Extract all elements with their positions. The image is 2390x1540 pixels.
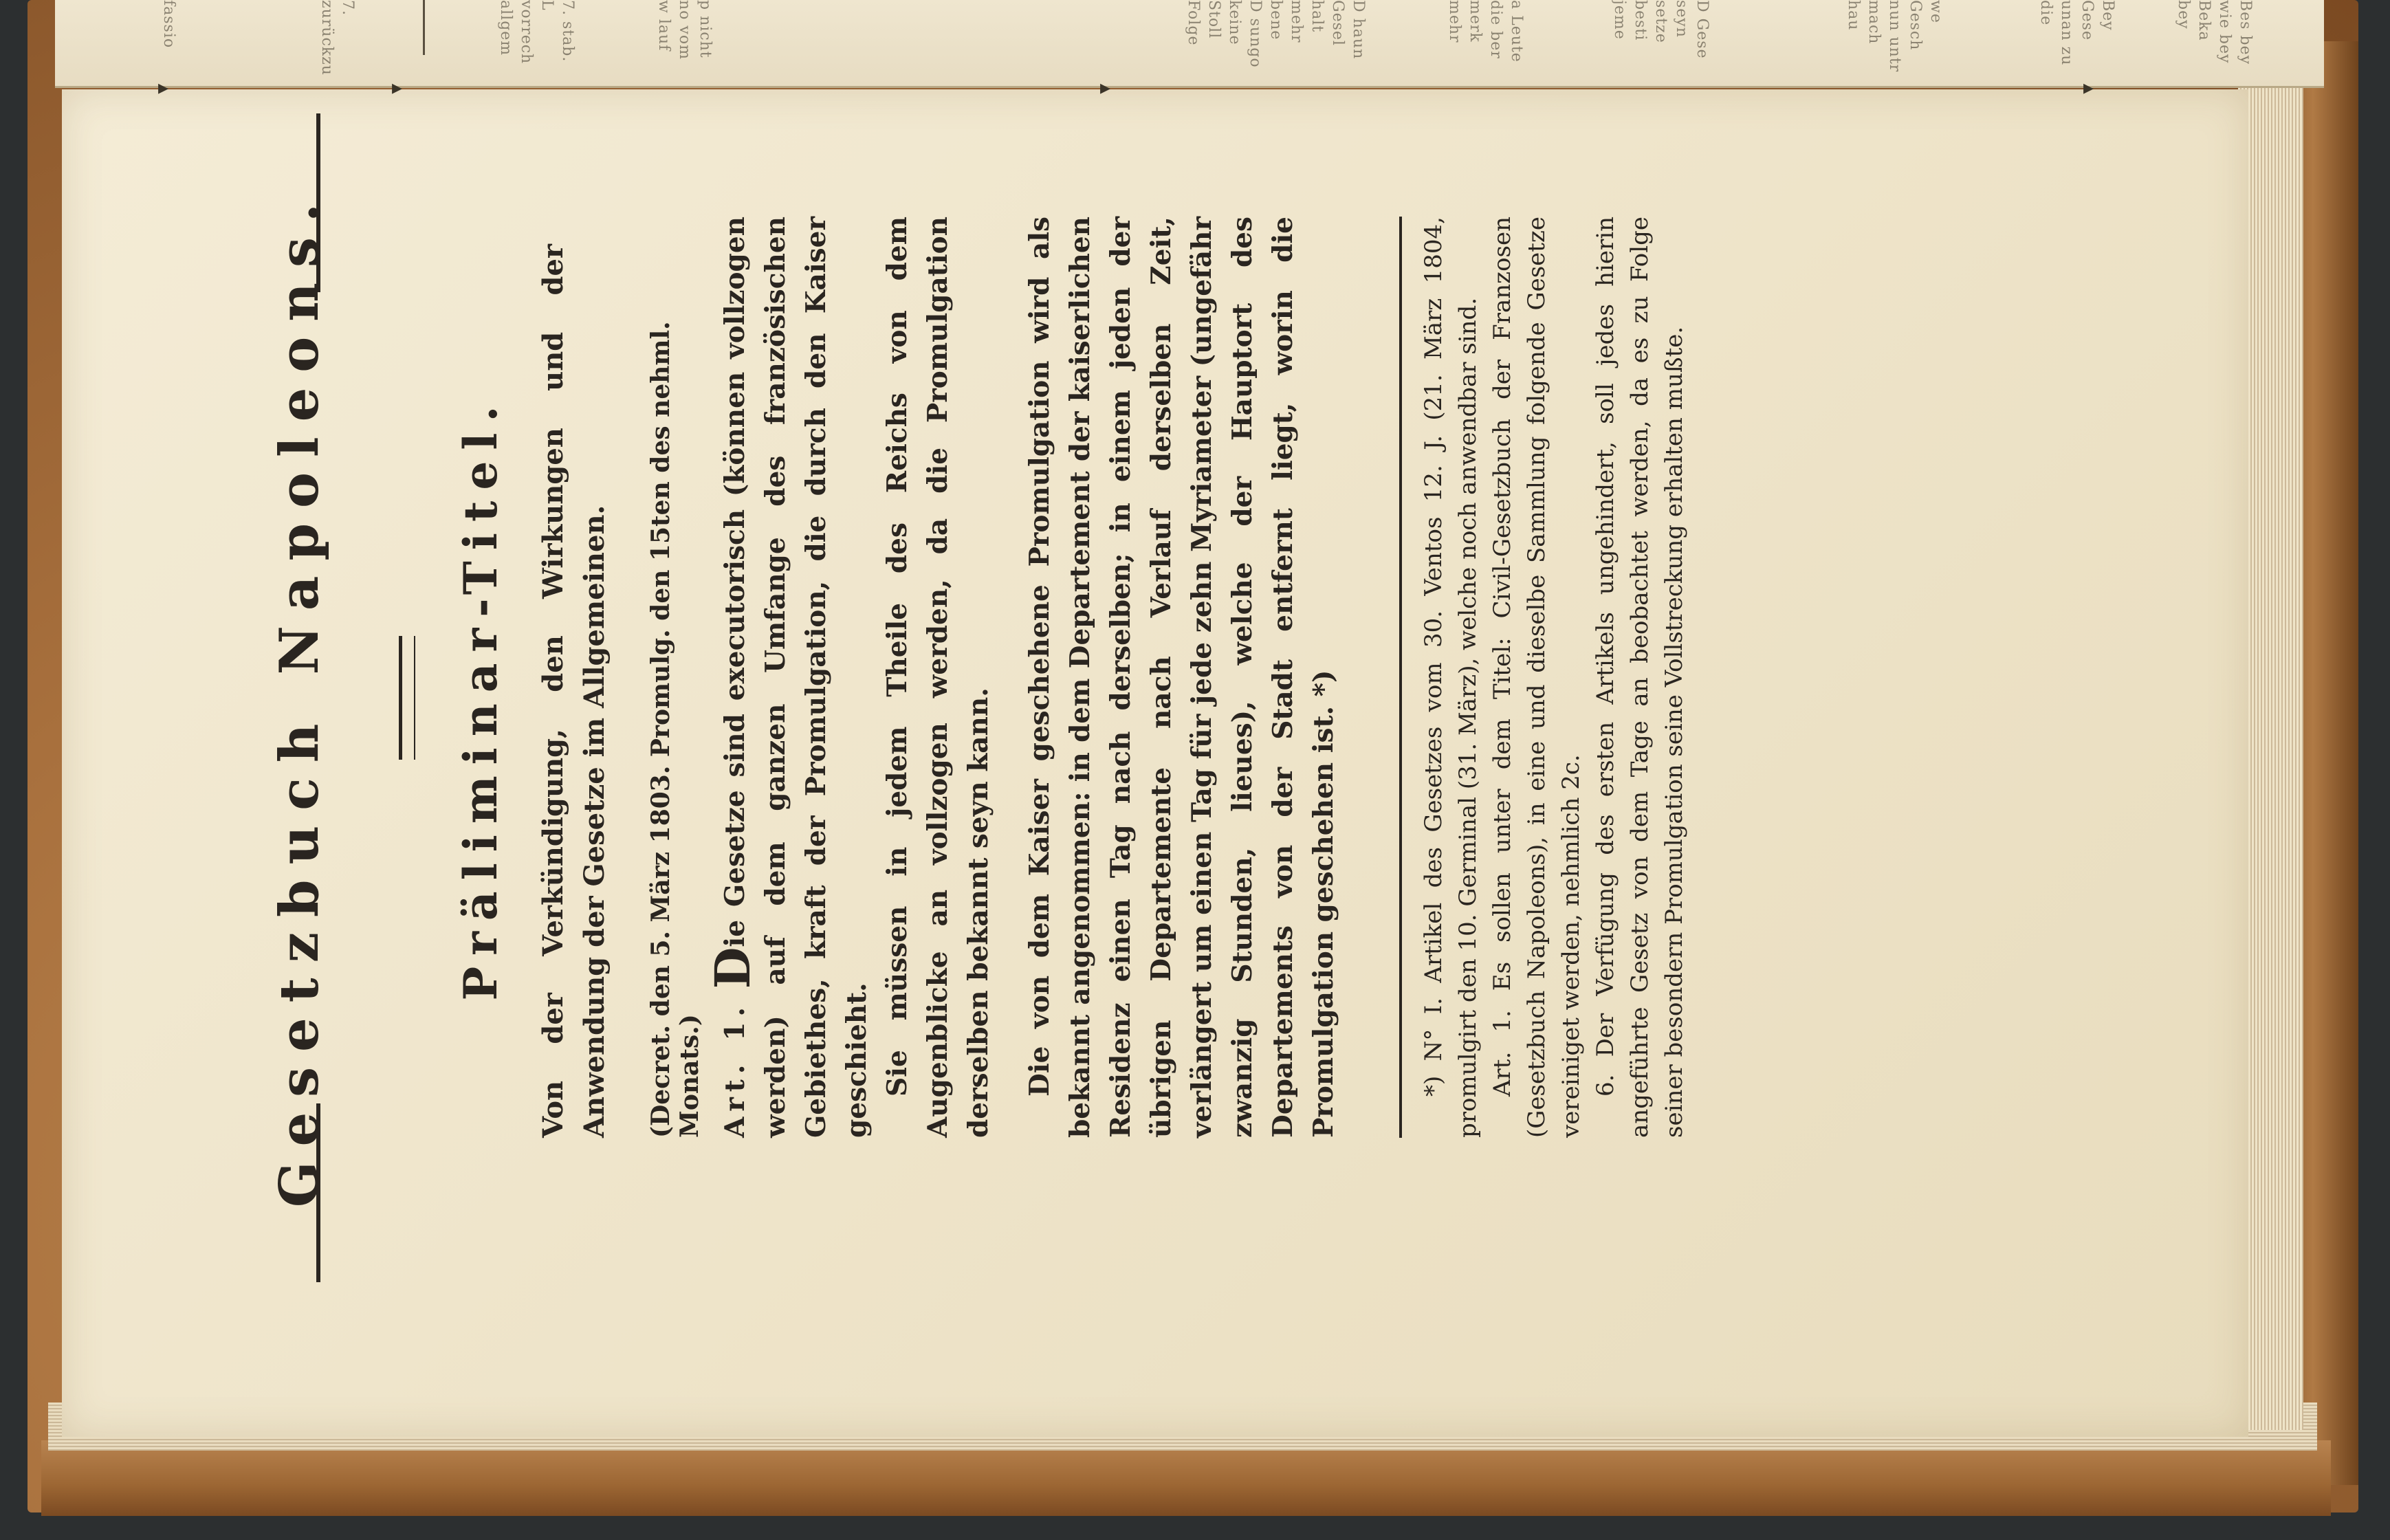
section-subtitle: Von der Verkündigung, den Wirkungen und der Anwendung der Gesetze im Allgemeinen. [537,244,611,1138]
footnote-paragraph: Art. 1. Es sollen unter dem Titel: Civil-Gesetzbuch der Franzosen (Gesetzbuch Napoleons), in eine und dieselbe Sammlung folgende Gesetze vereiniget werden, nehmlich 2c. [1489,217,1585,1138]
binding-mark: ▸ [1100,76,1111,100]
facing-page-column: we Gesch nun untr mach hau [1845,0,1944,73]
footnote-paragraph: 6. Der Verfügung des ersten Artikels ungehindert, soll jedes hierin angeführte Gesetz von dem Tage an beobachtet werden, da es zu Folge seiner besondern Promulgation seine Vollstreckung erhalten mußte. [1592,217,1688,1138]
article-1-text: ie Gesetze sind executorisch (können vollzogen werden) auf dem ganzen Umfange des französischen Gebiethes, kraft der Promulgation, die durch den Kaiser geschieht. [719,217,873,1138]
facing-page-column: Bes bey wie bey Beka bey [2175,0,2254,65]
book-title: Gesetzbuch Napoleons. [268,188,331,1208]
facing-page [55,0,2324,88]
facing-page-column: 7. zurückzu [318,0,356,76]
footnote-rule [1399,217,1402,1138]
article-1-paragraph-3: Die von dem Kaiser geschehene Promulgation wird als bekannt angenommen: in dem Departement der kaiserlichen Residenz einen Tag nach derselben; in einem jeden der übrigen Departemente nach Verlauf derselben Zeit, verlängert um einen Tag für jede zehn Myriameter (ungefähr zwanzig Stunden, lieues), welche der Hauptort des Departements von der Stadt entfernt liegt, worin die Promulgation geschehen ist. *) [1024,217,1339,1138]
decree-line: (Decret. den 5. März 1803. Promulg. den 15ten des nehml. Monats.) [646,321,704,1138]
article-1 [704,217,877,1138]
facing-page-rule [423,0,425,55]
article-label: Art. 1. [719,1002,751,1138]
binding-mark: ▸ [158,76,169,100]
page-text-rotated [165,93,2104,1303]
article-1-paragraph-2: Sie müssen in jedem Theile des Reichs von dem Augenblicke an vollzogen werden, da die Promulgation derselben bekannt seyn kann. [881,217,994,1138]
facing-page-column: Bey Gese unan zu die [2037,0,2116,66]
ornament-rule-thin [414,636,415,760]
facing-page-column: D haun Gesel halt mehr bene [1267,0,1367,60]
facing-page-column: 7. stab. L vorrech allgem [497,0,576,65]
book-cover-bottom [41,1440,2331,1516]
ornament-rule [399,636,402,760]
facing-page-column: D Gese seyn setze besti jeme [1611,0,1711,59]
facing-page-column: fassio [160,0,177,49]
facing-page-column: p nicht no vom w lauf [655,0,714,60]
facing-page-column: a Leute die ber merk mehr [1446,0,1525,63]
section-title: Präliminar-Titel. [454,395,507,1001]
drop-cap: D [704,947,761,989]
binding-mark: ▸ [2083,76,2094,100]
facing-page-column: D sungo keine Stoll Folge [1185,0,1264,68]
footnote-paragraph: *) N° I. Artikel des Gesetzes vom 30. Ventos 12. J. (21. März 1804, promulgirt den 10. Germinal (31. März), welche noch anwendbar sind. [1420,217,1482,1138]
footnote [1416,217,1691,1138]
binding-mark: ▸ [392,76,403,100]
body-text [704,217,1344,1138]
